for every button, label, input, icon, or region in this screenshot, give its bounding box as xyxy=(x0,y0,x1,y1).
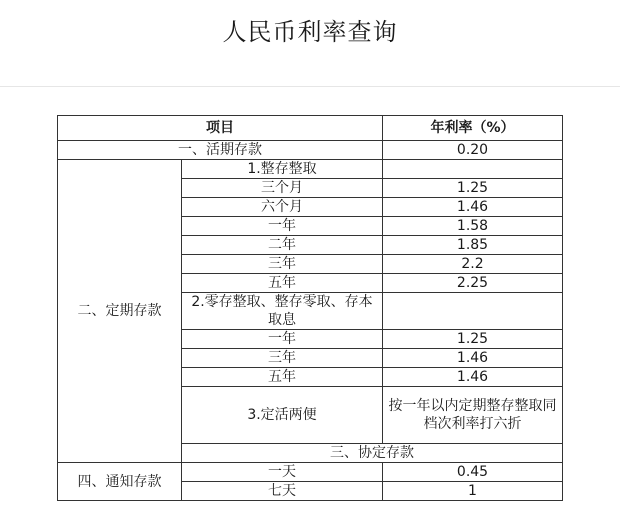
term-cell: 一天 xyxy=(182,463,383,482)
page-header xyxy=(0,0,620,87)
rate-table xyxy=(57,115,563,501)
term-cell: 三年 xyxy=(182,349,383,368)
table-header-row xyxy=(58,116,563,141)
table-row xyxy=(58,160,563,179)
rate-cell: 1.46 xyxy=(383,368,563,387)
rate-cell: 0.45 xyxy=(383,463,563,482)
flexible-rate: 按一年以内定期整存整取同档次利率打六折 xyxy=(383,387,563,444)
negotiated-label: 三、协定存款 xyxy=(182,444,563,463)
rate-cell: 1.85 xyxy=(383,236,563,255)
rate-cell: 2.25 xyxy=(383,274,563,293)
rate-cell: 1.58 xyxy=(383,217,563,236)
term-cell: 五年 xyxy=(182,274,383,293)
term-cell: 一年 xyxy=(182,330,383,349)
rate-cell: 1.25 xyxy=(383,330,563,349)
time-deposit-label: 二、定期存款 xyxy=(58,160,182,463)
term-cell: 六个月 xyxy=(182,198,383,217)
lump-sum-rate xyxy=(383,160,563,179)
rate-cell: 2.2 xyxy=(383,255,563,274)
table-row xyxy=(58,463,563,482)
term-cell: 五年 xyxy=(182,368,383,387)
notice-label: 四、通知存款 xyxy=(58,463,182,501)
demand-rate: 0.20 xyxy=(383,141,563,160)
term-cell: 二年 xyxy=(182,236,383,255)
table-row xyxy=(58,141,563,160)
installment-label: 2.零存整取、整存零取、存本取息 xyxy=(182,293,383,330)
term-cell: 七天 xyxy=(182,482,383,501)
term-cell: 一年 xyxy=(182,217,383,236)
rate-cell: 1.46 xyxy=(383,349,563,368)
flexible-label: 3.定活两便 xyxy=(182,387,383,444)
header-rate: 年利率（%） xyxy=(383,116,563,141)
term-cell: 三年 xyxy=(182,255,383,274)
header-item: 项目 xyxy=(58,116,383,141)
rate-cell: 1 xyxy=(383,482,563,501)
rate-cell: 1.25 xyxy=(383,179,563,198)
term-cell: 三个月 xyxy=(182,179,383,198)
rate-cell: 1.46 xyxy=(383,198,563,217)
lump-sum-label: 1.整存整取 xyxy=(182,160,383,179)
page-title: 人民币利率查询 xyxy=(222,18,398,46)
demand-label: 一、活期存款 xyxy=(58,141,383,160)
installment-rate xyxy=(383,293,563,330)
